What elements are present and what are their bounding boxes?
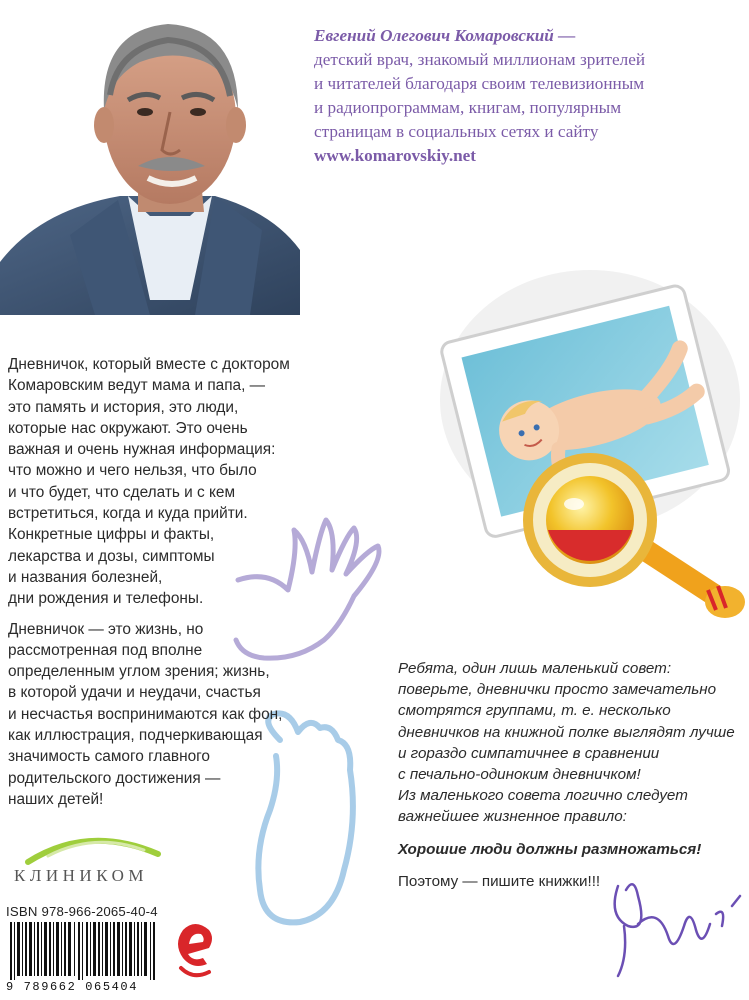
text-line: смотрятся группами, т. е. несколько: [398, 702, 671, 720]
main-paragraph-1: [8, 354, 308, 610]
text-line: наших детей!: [8, 790, 104, 808]
publisher-e-logo: [175, 918, 215, 980]
text-line: встретиться, когда и куда прийти.: [8, 505, 248, 523]
text-line: Из маленького совета логично следует: [398, 787, 688, 805]
life-rule: Хорошие люди должны размножаться!: [398, 840, 702, 858]
text-line: это память и история, это люди,: [8, 398, 239, 416]
author-bio-line: и читателей благодаря своим телевизионным: [314, 74, 645, 93]
text-line: Дневничок, который вместе с доктором: [8, 356, 290, 373]
text-line: что можно и чего нельзя, что было: [8, 462, 257, 480]
text-line: и названия болезней,: [8, 568, 163, 586]
text-line: Дневничок — это жизнь, но: [8, 620, 204, 638]
author-signature: [598, 866, 748, 986]
author-bio-line: страницам в социальных сетях и сайту: [314, 122, 599, 141]
text-line: с печально-одиноким дневничком!: [398, 766, 641, 784]
author-name: Евгений Олегович Комаровский —: [314, 26, 576, 45]
author-bio: [314, 24, 744, 168]
main-text: [8, 354, 308, 810]
advice-text: [398, 658, 746, 892]
main-paragraph-2: [8, 619, 308, 811]
text-line: дневничков на книжной полке выглядят лучше: [398, 723, 735, 741]
closing-line: Поэтому — пишите книжки!!!: [398, 872, 601, 890]
text-line: лекарства и дозы, симптомы: [8, 547, 215, 565]
text-line: и несчастья воспринимаются как фон,: [8, 705, 283, 723]
barcode: [6, 922, 166, 988]
isbn-number: ISBN 978-966-2065-40-4: [6, 904, 158, 919]
author-portrait: [0, 0, 300, 315]
text-line: важная и очень нужная информация:: [8, 441, 276, 459]
text-line: важнейшее жизненное правило:: [398, 808, 627, 826]
text-line: которые нас окружают. Это очень: [8, 419, 248, 437]
text-line: как иллюстрация, подчеркивающая: [8, 727, 263, 745]
author-website: www.komarovskiy.net: [314, 146, 477, 165]
text-line: родительского достижения —: [8, 769, 221, 787]
barcode-digits: 9 789662 065404: [6, 980, 166, 994]
author-bio-line: и радиопрограммам, книгам, популярным: [314, 98, 622, 117]
text-line: в которой удачи и неудачи, счастья: [8, 684, 261, 702]
text-line: и что будет, что сделать и с кем: [8, 483, 236, 501]
text-line: определенным углом зрения; жизнь,: [8, 663, 270, 681]
text-line: Комаровским ведут мама и папа, —: [8, 377, 266, 395]
text-line: дни рождения и телефоны.: [8, 590, 204, 608]
baby-rattle-illustration: [430, 240, 749, 640]
text-line: и гораздо симпатичнее в сравнении: [398, 744, 660, 762]
publisher-name: КЛИНИКОМ: [14, 866, 149, 885]
text-line: поверьте, дневнички просто замечательно: [398, 681, 717, 699]
text-line: Ребята, один лишь маленький совет:: [398, 660, 672, 677]
author-bio-line: детский врач, знакомый миллионам зрителей: [314, 50, 646, 69]
text-line: Конкретные цифры и факты,: [8, 526, 215, 544]
text-line: рассмотренная под вполне: [8, 641, 203, 659]
text-line: значимость самого главного: [8, 748, 210, 766]
